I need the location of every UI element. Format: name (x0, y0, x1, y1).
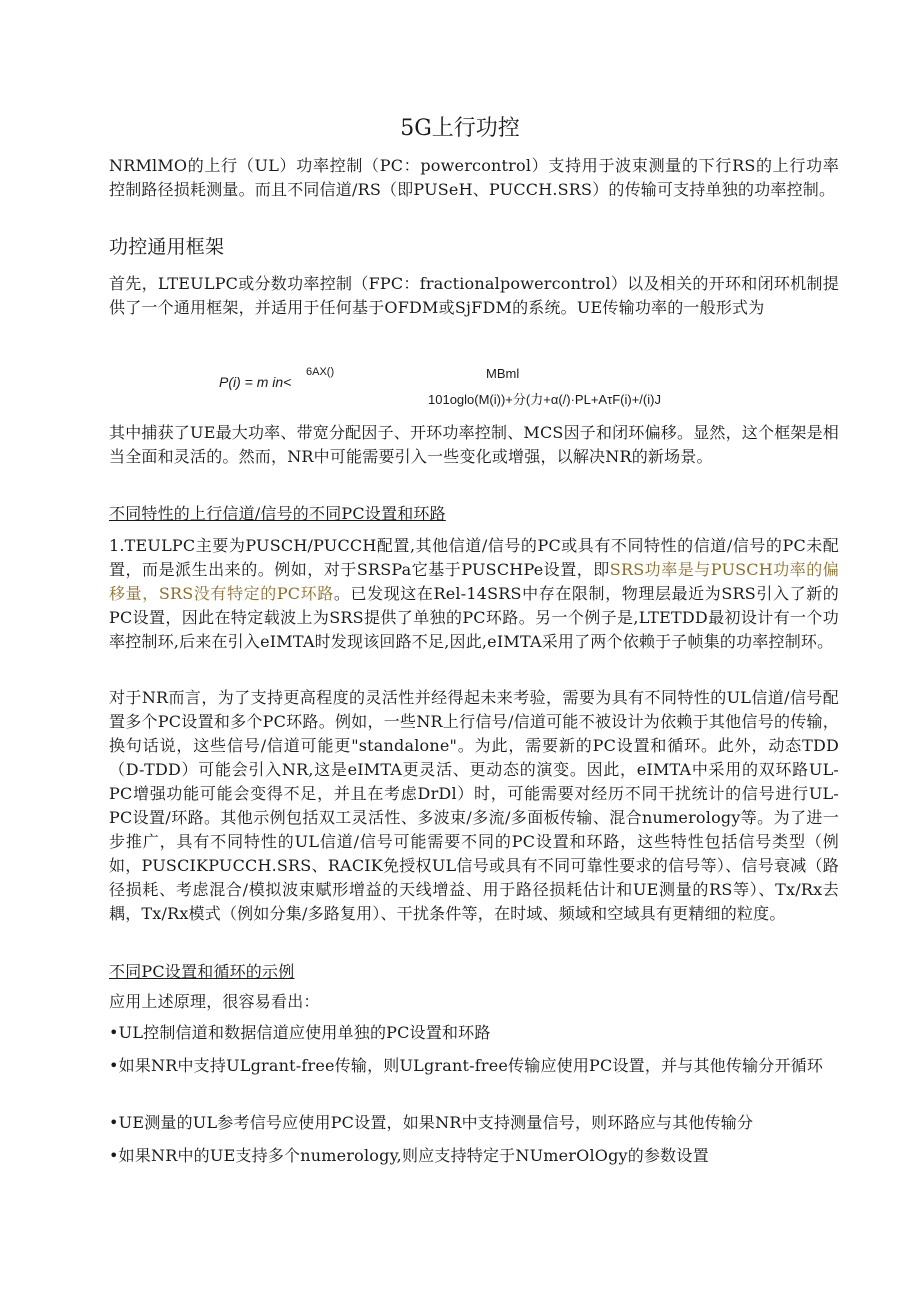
page-title: 5G上行功控 (400, 116, 520, 141)
section2-para1-wrap (109, 534, 839, 654)
bullet-2-wrap (109, 1054, 839, 1078)
formula-top-term: MBml (486, 366, 520, 381)
section2-para2-wrap (109, 686, 839, 926)
section-heading-examples: 不同PC设置和循环的示例 (109, 962, 295, 981)
bullet-1-wrap (109, 1021, 839, 1045)
bullet-4-wrap (109, 1144, 839, 1168)
formula-superscript: 6AX() (306, 366, 335, 378)
formula-bottom-term: 101oglo(M(i))+分(力+α(/)·PL+AτF(i)+/(i)J (428, 392, 661, 407)
framework-paragraph-1: 首先，LTEULPC或分数功率控制（FPC：fractionalpowercontrol）以及相关的开环和闭环机制提供了一个通用框架，并适用于任何基于OFDM或SjFDM的系统。UE传输功率的一般形式为 (109, 274, 839, 317)
list-item: •如果NR中支持ULgrant-free传输，则ULgrant-free传输应使用PC设置，并与其他传输分开循环 (109, 1056, 824, 1075)
formula-lhs: P(i) = m in< (219, 374, 292, 390)
examples-lead: 应用上述原理，很容易看出： (109, 992, 320, 1011)
section-framework-heading-wrap (109, 234, 839, 260)
section-heading-pc-settings: 不同特性的上行信道/信号的不同PC设置和环路 (109, 504, 446, 523)
framework-para1-wrap (109, 272, 839, 320)
framework-para2-wrap (109, 421, 839, 469)
bullet-3-wrap (109, 1111, 839, 1135)
section-heading-framework: 功控通用框架 (109, 236, 225, 258)
intro-paragraph: NRMlMO的上行（UL）功率控制（PC：powercontrol）支持用于波束测量的下行RS的上行功率控制路径损耗测量。而且不同信道/RS（即PUSeH、PUCCH.SRS）的传输可支持单独的功率控制。 (109, 156, 839, 199)
section3-lead-wrap (109, 990, 839, 1014)
pc-settings-paragraph-1: 1.TEULPC主要为PUSCH/PUCCH配置,其他信道/信号的PC或具有不同特性的信道/信号的PC未配置，而是派生出来的。例如，对于SRSPa它基于PUSCHPe设置，即SRS功率是与PUSCH功率的偏移量，SRS没有特定的PC环路。已发现这在Rel-14SRS中存在限制，物理层最近为SRS引入了新的PC设置，因此在特定载波上为SRS提供了单独的PC环路。另一个例子是,LTETDD最初设计有一个功率控制环,后来在引入eIMTA时发现该回路不足,因此,eIMTA采用了两个依赖于子帧集的功率控制环。 (109, 536, 839, 651)
framework-paragraph-2: 其中捕获了UE最大功率、带宽分配因子、开环功率控制、MCS因子和闭环偏移。显然，这个框架是相当全面和灵活的。然而，NR中可能需要引入一些变化或增强，以解决NR的新场景。 (109, 423, 839, 466)
section2-heading-wrap (109, 502, 839, 526)
list-item: •如果NR中的UE支持多个numerology,则应支持特定于NUmerOlOgy的参数设置 (109, 1146, 709, 1165)
list-item: •UE测量的UL参考信号应使用PC设置，如果NR中支持测量信号，则环路应与其他传输分 (109, 1113, 754, 1132)
highlighted-text: SRS功率是与PUSCH功率的偏移量，SRS没有特定的PC环路 (109, 560, 839, 603)
intro-section (109, 154, 839, 202)
list-item: •UL控制信道和数据信道应使用单独的PC设置和环路 (109, 1023, 491, 1042)
pc-settings-paragraph-2: 对于NR而言，为了支持更高程度的灵活性并经得起未来考验，需要为具有不同特性的UL信道/信号配置多个PC设置和多个PC环路。例如，一些NR上行信号/信道可能不被设计为依赖于其他信号的传输，换句话说，这些信号/信道可能更"standalone"。为此，需要新的PC设置和循环。此外，动态TDD（D-TDD）可能会引入NR,这是eIMTA更灵活、更动态的演变。因此，eIMTA中采用的双环路UL-PC增强功能可能会变得不足，并且在考虑DrDl）时，可能需要对经历不同干扰统计的信号进行UL-PC设置/环路。其他示例包括双工灵活性、多波束/多流/多面板传输、混合numerology等。为了进一步推广，具有不同特性的UL信道/信号可能需要不同的PC设置和环路，这些特性包括信号类型（例如，PUSCIKPUCCH.SRS、RACIK免授权UL信号或具有不同可靠性要求的信号等）、信号衰减（路径损耗、考虑混合/模拟波束赋形增益的天线增益、用于路径损耗估计和UE测量的RS等）、Tx/Rx去耦，Tx/Rx模式（例如分集/多路复用）、干扰条件等，在时域、频域和空域具有更精细的粒度。 (109, 688, 839, 923)
section3-heading-wrap (109, 960, 839, 984)
